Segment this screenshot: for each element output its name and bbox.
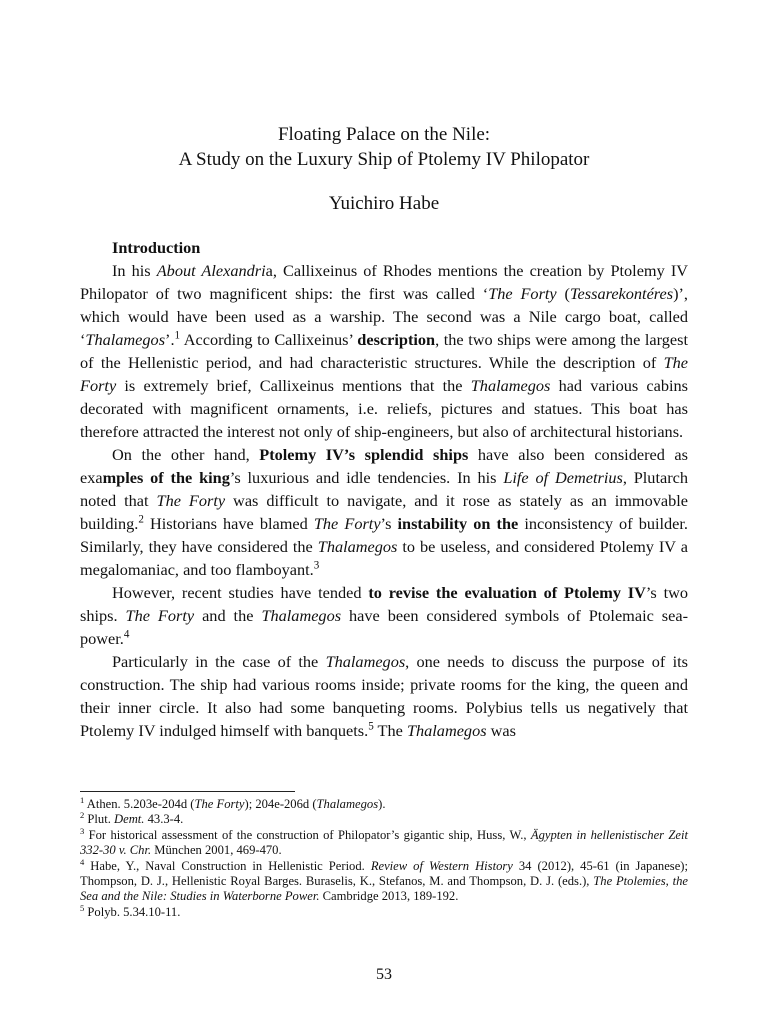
- text-run: Cambridge 2013, 189-192.: [319, 889, 459, 904]
- footnote-number: 5: [80, 902, 85, 913]
- footnote-number: 4: [80, 856, 85, 867]
- italic-text: The Forty: [194, 797, 245, 811]
- footnote-3: [80, 825, 688, 859]
- text-run: In his: [112, 261, 157, 280]
- text-run: ).: [378, 797, 386, 811]
- title-line-2: A Study on the Luxury Ship of Ptolemy IV Philopator: [178, 149, 590, 170]
- footnote-ref: 3: [313, 559, 320, 572]
- italic-text: The Forty: [156, 491, 226, 510]
- main-text: [80, 236, 688, 742]
- text-run: Particularly in the case of the: [112, 652, 326, 671]
- text-run: (: [556, 284, 570, 303]
- italic-text: The Forty: [125, 606, 195, 625]
- italic-text: Tessarekontéres: [569, 284, 674, 303]
- text-run: On the other hand,: [112, 445, 260, 464]
- italic-text: The Forty: [313, 514, 381, 533]
- text-run: , the two ships were among the largest of the Hellenistic period, and had characteristic structures. While the description of: [80, 330, 688, 372]
- text-run: was difficult to navigate, and it rose as stately as an immovable building.: [80, 491, 688, 533]
- text-run: However, recent studies have tended: [112, 583, 369, 602]
- footnote-number: 2: [80, 810, 85, 821]
- footnote-ref: 5: [368, 720, 374, 733]
- title-line-1: Floating Palace on the Nile:: [277, 124, 491, 145]
- text-run: is extremely brief, Callixeinus mentions that the: [116, 376, 471, 395]
- italic-text: About Alexandri: [156, 261, 266, 280]
- text-run: 43.3-4.: [144, 812, 184, 827]
- paragraph-3: [80, 581, 688, 650]
- text-run: have been considered symbols of Ptolemaic sea-power.: [80, 606, 689, 648]
- text-run: ’s two ships.: [80, 583, 688, 625]
- text-run: and the: [194, 606, 262, 625]
- italic-text: The Forty: [80, 353, 688, 395]
- footnote-4: [80, 856, 688, 905]
- bold-text: Ptolemy IV’s splendid ships: [259, 445, 469, 464]
- italic-text: Ägypten in hellenistischer Zeit 332-30 v. Chr.: [80, 827, 688, 858]
- footnotes: [80, 794, 688, 920]
- bold-text: description: [357, 330, 436, 349]
- bold-text: mples of the king: [102, 468, 230, 487]
- text-run: For historical assessment of the construction of Philopator’s gigantic ship, Huss, W.,: [84, 827, 531, 842]
- text-run: ’s: [380, 514, 398, 533]
- bold-text: instability on the: [397, 514, 519, 533]
- footnote-5: [80, 902, 688, 920]
- text-run: Plut.: [84, 812, 115, 827]
- page-number: 53: [376, 966, 392, 983]
- italic-text: The Ptolemies, the Sea and the Nile: Studies in Waterborne Power.: [80, 874, 688, 904]
- italic-text: Life of Demetrius: [503, 468, 623, 487]
- text-run: Historians have blamed: [143, 514, 314, 533]
- text-run: a, Callixeinus of Rhodes mentions the creation by Ptolemy IV Philopator of two magnificent ships: the first was called ‘: [80, 261, 689, 303]
- paper-title: [0, 122, 768, 172]
- italic-text: Review of Western History: [370, 858, 513, 873]
- bold-text: to revise the evaluation of Ptolemy IV: [368, 583, 646, 602]
- text-run: München 2001, 469-470.: [151, 843, 282, 858]
- text-run: to be useless, and considered Ptolemy IV a megalomaniac, and too flamboyant.: [80, 537, 688, 579]
- paragraph-2: [80, 443, 688, 581]
- paragraph-4: [80, 650, 688, 742]
- footnote-1: [80, 794, 688, 812]
- section-heading: Introduction: [112, 238, 201, 257]
- text-run: , Plutarch noted that: [80, 468, 688, 510]
- footnote-ref: 2: [138, 513, 144, 526]
- italic-text: Demt.: [114, 812, 145, 827]
- italic-text: Thalamegos: [470, 376, 551, 395]
- text-run: Athen. 5.203e-204d (: [84, 797, 195, 811]
- text-run: 34 (2012), 45-61 (in Japanese); Thompson, D. J., Hellenistic Royal Barges. Buraselis, K., Stefanos, M. and Thompson, D. J. (eds.),: [80, 858, 688, 889]
- text-run: inconsistency of builder. Similarly, they have considered the: [80, 514, 688, 556]
- footnote-ref: 1: [174, 329, 181, 342]
- italic-text: Thalamegos: [325, 652, 406, 671]
- text-run: had various cabins decorated with magnificent ornaments, i.e. reliefs, pictures and statues. This boat has therefore attracted the interest not only of ship-engineers, but also of architectural historians.: [80, 376, 689, 441]
- text-run: ); 204e-206d (: [244, 797, 317, 811]
- footnote-number: 1: [80, 794, 85, 805]
- footnote-ref: 4: [123, 628, 130, 641]
- text-run: , one needs to discuss the purpose of its construction. The ship had various rooms inside; private rooms for the king, the queen and their inner circle. It also had some banqueting rooms. Polybius tells us negatively that Ptolemy IV indulged himself with banquets.: [80, 652, 689, 740]
- paragraph-1: [80, 259, 688, 443]
- italic-text: Thalamegos: [316, 797, 379, 811]
- text-run: )’, which would have been used as a warship. The second was a Nile cargo boat, called ‘: [80, 284, 689, 349]
- italic-text: Thalamegos: [317, 537, 398, 556]
- author-name: Yuichiro Habe: [328, 193, 440, 214]
- text-run: The: [373, 721, 407, 740]
- text-run: According to Callixeinus’: [180, 330, 358, 349]
- italic-text: Thalamegos: [85, 330, 166, 349]
- italic-text: Thalamegos: [406, 721, 487, 740]
- text-run: ’.: [165, 330, 175, 349]
- text-run: Habe, Y., Naval Construction in Hellenistic Period.: [84, 858, 371, 873]
- footnote-2: [80, 812, 688, 827]
- text-run: was: [486, 721, 516, 740]
- italic-text: The Forty: [488, 284, 557, 303]
- footnote-number: 3: [80, 825, 85, 836]
- text-run: ’s luxurious and idle tendencies. In his: [229, 468, 504, 487]
- text-run: have also been considered as exa: [80, 445, 688, 487]
- italic-text: Thalamegos: [261, 606, 342, 625]
- footnote-divider: [80, 791, 295, 792]
- text-run: Polyb. 5.34.10-11.: [84, 904, 181, 919]
